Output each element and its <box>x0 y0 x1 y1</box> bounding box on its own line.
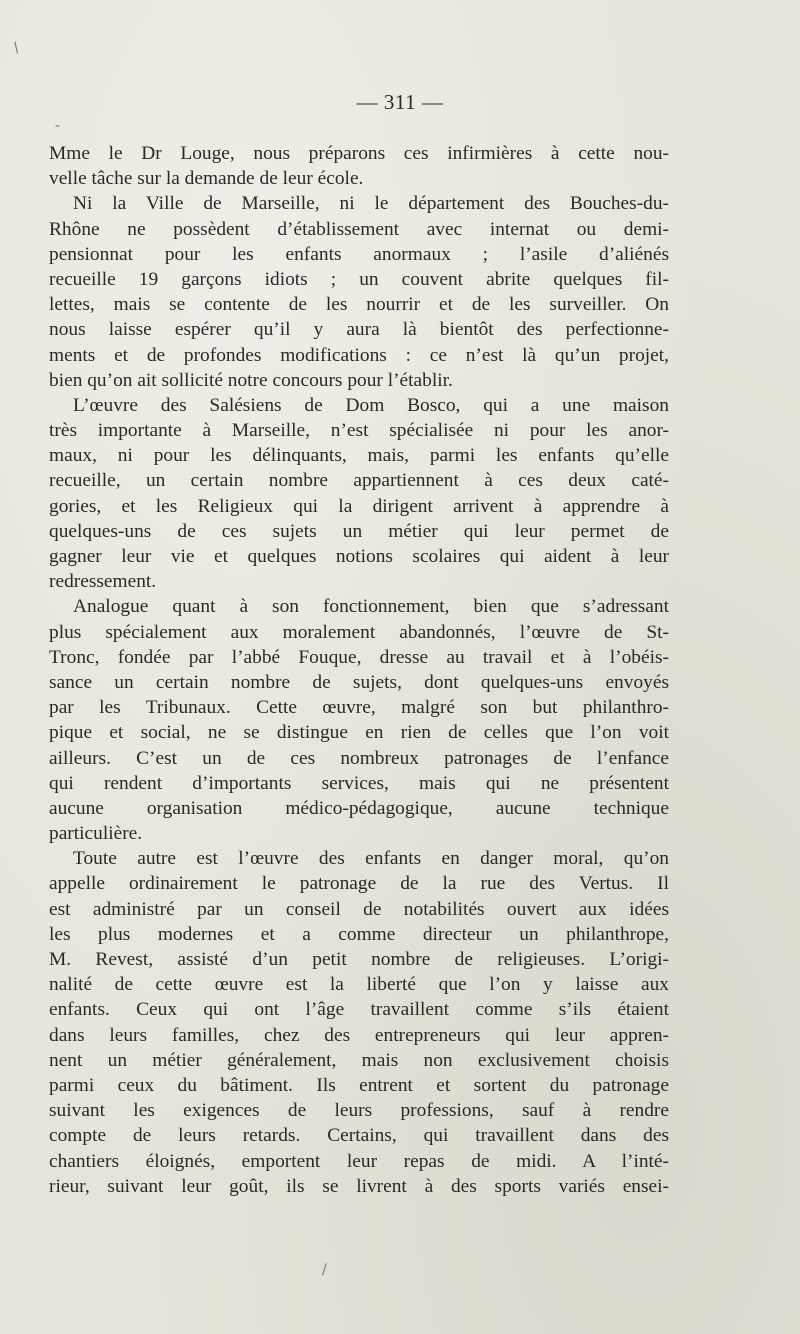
text-line: Rhône ne possèdent d’établissement avec internat ou demi- <box>49 218 669 240</box>
text-line: bien qu’on ait sollicité notre concours pour l’établir. <box>49 369 453 391</box>
text-line: Toute autre est l’œuvre des enfants en danger moral, qu’on <box>73 848 669 870</box>
text-line: Mme le Dr Louge, nous préparons ces infirmières à cette nou- <box>49 143 669 164</box>
paper-speck: / <box>10 39 23 57</box>
text-line: pique et social, ne se distingue en rien de celles que l’on voit <box>49 722 669 744</box>
text-line: maux, ni pour les délinquants, mais, parmi les enfants qu’elle <box>49 445 669 467</box>
text-line: quelques-uns de ces sujets un métier qui leur permet de <box>49 520 669 542</box>
text-line: plus spécialement aux moralement abandonnés, l’œuvre de St- <box>49 621 669 643</box>
text-line: gories, et les Religieux qui la dirigent arrivent à apprendre à <box>49 495 669 517</box>
text-line: ailleurs. C’est un de ces nombreux patronages de l’enfance <box>49 747 669 769</box>
text-line: particulière. <box>49 823 143 845</box>
text-line: suivant les exigences de leurs professions, sauf à rendre <box>49 1100 669 1122</box>
text-line: Tronc, fondée par l’abbé Fouque, dresse au travail et à l’obéis- <box>49 646 669 668</box>
text-line: chantiers éloignés, emportent leur repas de midi. A l’inté- <box>49 1150 669 1172</box>
text-line: lettes, mais se contente de les nourrir et de les surveiller. On <box>49 294 669 316</box>
text-line: rieur, suivant leur goût, ils se livrent à des sports variés ensei- <box>49 1175 669 1197</box>
text-line: sance un certain nombre de sujets, dont quelques-uns envoyés <box>49 671 669 693</box>
text-line: recueille 19 garçons idiots ; un couvent abrite quelques fil- <box>49 268 669 290</box>
text-line: parmi ceux du bâtiment. Ils entrent et sortent du patronage <box>49 1074 669 1096</box>
text-line: ments et de profondes modifications : ce n’est là qu’un projet, <box>49 344 669 366</box>
text-line: par les Tribunaux. Cette œuvre, malgré son but philanthro- <box>49 697 669 719</box>
text-line: appelle ordinairement le patronage de la rue des Vertus. Il <box>49 873 669 895</box>
text-line: M. Revest, assisté d’un petit nombre de religieuses. L’origi- <box>49 949 669 970</box>
page-number: — 311 — <box>356 90 444 114</box>
text-line: compte de leurs retards. Certains, qui travaillent dans des <box>49 1125 669 1147</box>
text-line: nent un métier généralement, mais non exclusivement choisis <box>49 1049 669 1071</box>
text-line: recueille, un certain nombre appartiennent à ces deux caté- <box>49 470 669 492</box>
text-line: velle tâche sur la demande de leur école. <box>49 168 364 190</box>
text-line: dans leurs familles, chez des entrepreneurs qui leur appren- <box>49 1024 669 1046</box>
text-line: très importante à Marseille, n’est spécialisée ni pour les anor- <box>49 420 669 442</box>
text-line: qui rendent d’importants services, mais qui ne présentent <box>49 772 669 794</box>
text-line: pensionnat pour les enfants anormaux ; l’asile d’aliénés <box>49 243 669 265</box>
text-line: les plus modernes et a comme directeur un philanthrope, <box>49 923 669 945</box>
text-line: Analogue quant à son fonctionnement, bien que s’adressant <box>73 596 669 618</box>
paper-speck: / <box>322 1262 327 1278</box>
text-line: enfants. Ceux qui ont l’âge travaillent comme s’ils étaient <box>49 999 669 1021</box>
paper-speck: ‐ <box>55 118 61 134</box>
body-text <box>49 141 669 1199</box>
text-line: aucune organisation médico-pédagogique, aucune technique <box>49 797 669 819</box>
text-line: redressement. <box>49 571 157 593</box>
text-line: gagner leur vie et quelques notions scolaires qui aident à leur <box>49 546 669 567</box>
text-line: Ni la Ville de Marseille, ni le département des Bouches-du- <box>73 193 669 215</box>
text-line: L’œuvre des Salésiens de Dom Bosco, qui a une maison <box>73 394 669 416</box>
text-line: nous laisse espérer qu’il y aura là bientôt des perfectionne- <box>49 319 669 341</box>
text-line: est administré par un conseil de notabilités ouvert aux idées <box>49 898 669 920</box>
text-line: nalité de cette œuvre est la liberté que l’on y laisse aux <box>49 974 669 996</box>
